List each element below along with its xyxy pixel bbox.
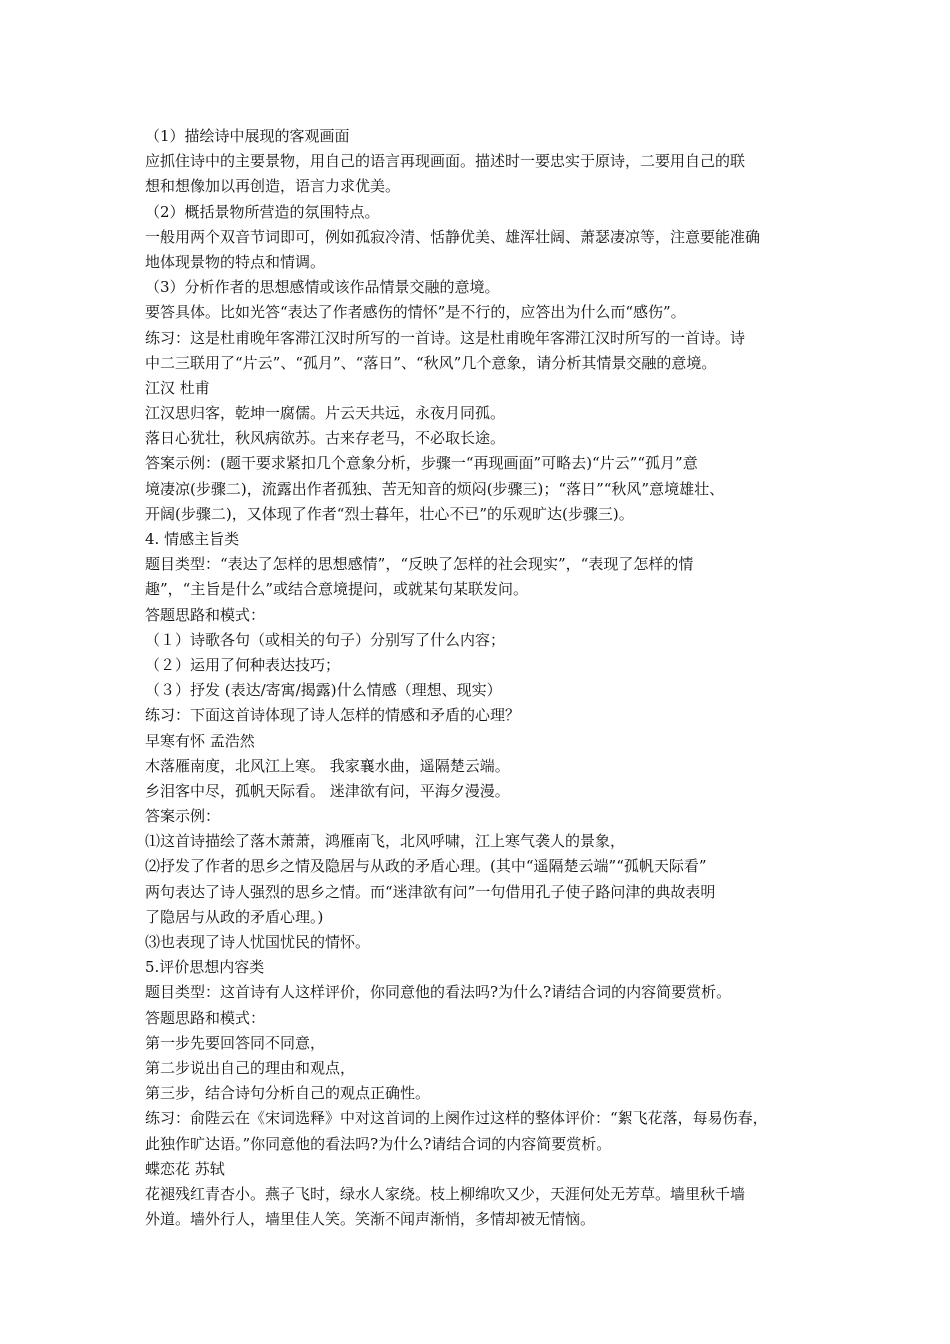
text-line: ⑴这首诗描绘了落木萧萧，鸿雁南飞，北风呼啸，江上寒气袭人的景象，	[145, 832, 626, 851]
text-line: 木落雁南度，北风江上寒。 我家襄水曲，遥隔楚云端。	[145, 756, 510, 775]
text-line: 落日心犹壮，秋风病欲苏。古来存老马，不必取长途。	[145, 429, 506, 448]
text-line: 江汉 杜甫	[145, 378, 210, 397]
text-line: ⑶也表现了诗人忧国忧民的情怀。	[145, 933, 371, 951]
document-body	[145, 124, 825, 1232]
text-line: 趣”，“主旨是什么”或结合意境提问，或就某句某联发问。	[145, 580, 529, 599]
text-line: （1）描绘诗中展现的客观画面	[145, 127, 350, 145]
text-line: 中二三联用了“片云”、“孤月”、“落日”、“秋风”几个意象，请分析其情景交融的意境。	[145, 353, 717, 372]
text-line: （3）分析作者的思想感情或该作品情景交融的意境。	[145, 278, 500, 297]
text-line: 了隐居与从政的矛盾心理。)	[145, 907, 324, 926]
text-line: 练习：俞陛云在《宋词选释》中对这首词的上阕作过这样的整体评价：“絮飞花落，每易伤春，	[145, 1109, 768, 1128]
text-line: 第一步先要回答同不同意，	[145, 1033, 326, 1052]
text-line: 一般用两个双音节词即可，例如孤寂冷清、恬静优美、雄浑壮阔、萧瑟凄凉等，注意要能准确	[145, 227, 761, 246]
text-line: 开阔(步骤二)，又体现了作者“烈士暮年，壮心不已”的乐观旷达(步骤三)。	[145, 504, 634, 523]
text-line: 蝶恋花 苏轼	[145, 1159, 225, 1178]
text-line: 境凄凉(步骤二)，流露出作者孤独、苦无知音的烦闷(步骤三)；“落日”“秋风”意境雄壮、	[145, 479, 725, 498]
text-line: 两句表达了诗人强烈的思乡之情。而“迷津欲有问”一句借用孔子使子路问津的典故表明	[145, 882, 716, 901]
text-line: 第三步，结合诗句分析自己的观点正确性。	[145, 1084, 431, 1103]
text-line: （１）诗歌各句（或相关的句子）分别写了什么内容；	[145, 630, 506, 649]
text-line: 江汉思归客，乾坤一腐儒。片云天共远，永夜月同孤。	[145, 404, 506, 423]
text-line: 4. 情感主旨类	[145, 530, 240, 548]
text-line: 早寒有怀 孟浩然	[145, 731, 255, 750]
text-line: 外道。墙外行人，墙里佳人笑。笑渐不闻声渐悄，多情却被无情恼。	[145, 1210, 596, 1229]
text-line: 乡泪客中尽，孤帆天际看。 迷津欲有问，平海夕漫漫。	[145, 781, 510, 800]
text-line: 应抓住诗中的主要景物，用自己的语言再现画面。描述时一要忠实于原诗，二要用自己的联	[145, 152, 746, 171]
text-line: （３）抒发 (表达/寄寓/揭露)什么情感（理想、现实）	[145, 681, 502, 700]
text-line: 练习：这是杜甫晚年客滞江汉时所写的一首诗。这是杜甫晚年客滞江汉时所写的一首诗。诗	[145, 328, 746, 347]
text-line: 答题思路和模式：	[145, 605, 266, 624]
text-line: 练习：下面这首诗体现了诗人怎样的情感和矛盾的心理？	[145, 706, 521, 725]
text-line: 花褪残红青杏小。燕子飞时，绿水人家绕。枝上柳绵吹又少，天涯何处无芳草。墙里秋千墙	[145, 1184, 746, 1203]
text-line: 题目类型：“表达了怎样的思想感情”，“反映了怎样的社会现实”，“表现了怎样的情	[145, 555, 694, 574]
text-line: 5.评价思想内容类	[145, 958, 265, 977]
text-line: （２）运用了何种表达技巧；	[145, 655, 341, 674]
text-line: 题目类型：这首诗有人这样评价，你同意他的看法吗?为什么?请结合词的内容简要赏析。	[145, 983, 732, 1002]
text-line: 地体现景物的特点和情调。	[145, 252, 326, 271]
text-line: 想和想像加以再创造，语言力求优美。	[145, 177, 401, 196]
text-line: 答案示例：(题干要求紧扣几个意象分析，步骤一“再现画面”可略去)“片云”“孤月”意	[145, 454, 698, 473]
text-line: 答题思路和模式：	[145, 1008, 266, 1027]
text-line: 此独作旷达语。”你同意他的看法吗?为什么?请结合词的内容简要赏析。	[145, 1134, 612, 1153]
text-line: （2）概括景物所营造的氛围特点。	[145, 202, 380, 221]
text-line: 第二步说出自己的理由和观点，	[145, 1058, 356, 1077]
text-line: 要答具体。比如光答“表达了作者感伤的情怀”是不行的，应答出为什么而“感伤”。	[145, 303, 686, 322]
text-line: ⑵抒发了作者的思乡之情及隐居与从政的矛盾心理。(其中“遥隔楚云端”“孤帆天际看”	[145, 857, 707, 876]
text-line: 答案示例：	[145, 807, 221, 826]
